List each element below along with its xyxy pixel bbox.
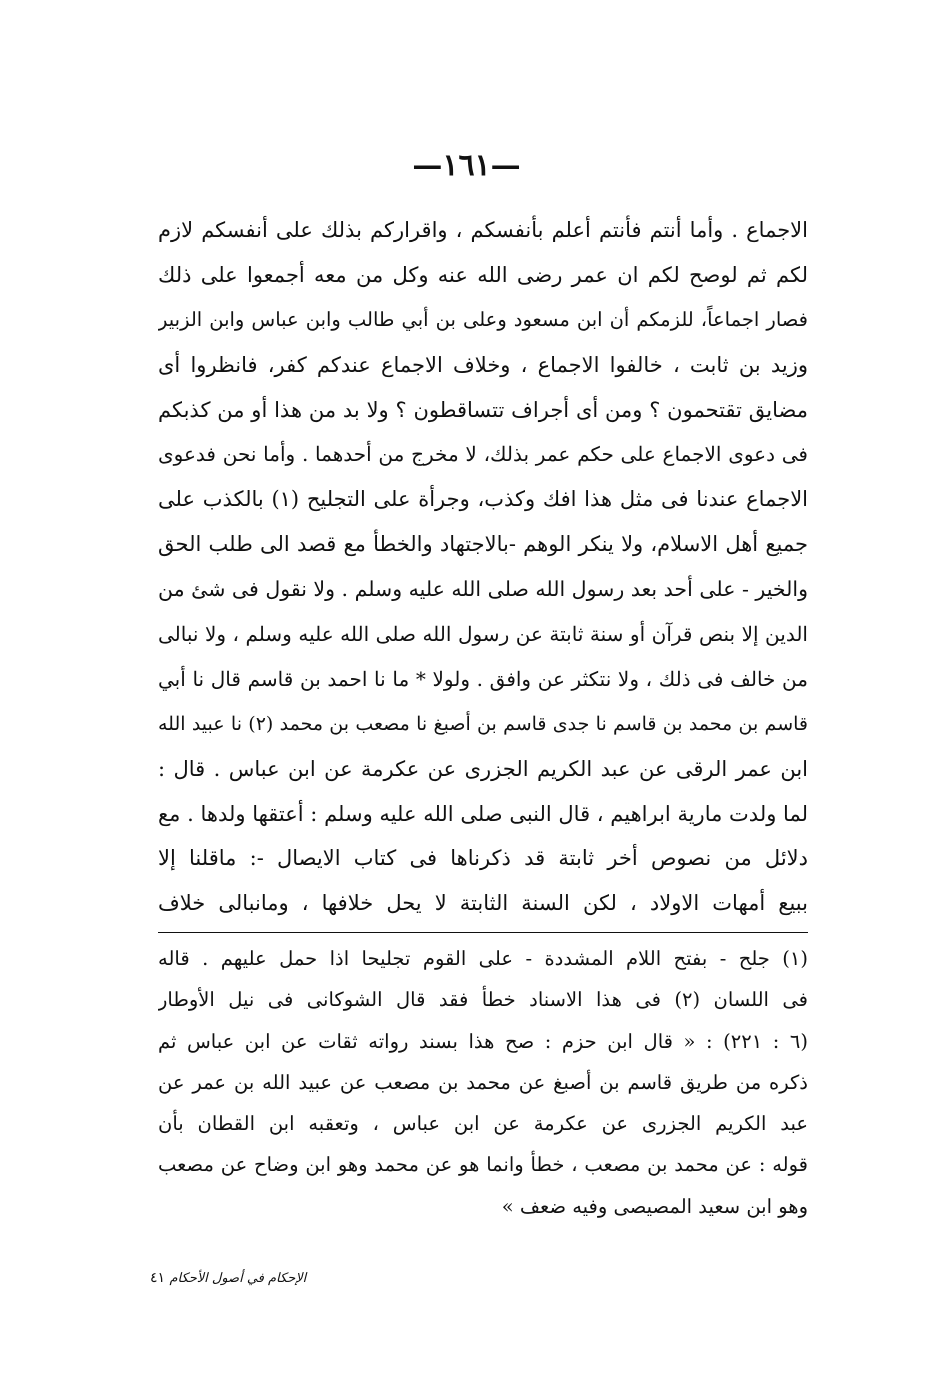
footnote-line: (٦ : ٢٢١) : « قال ابن حزم : صح هذا بسند رواته ثقات عن ابن عباس ثم [158,1029,808,1053]
body-line: ابن عمر الرقى عن عبد الكريم الجزرى عن عكرمة عن ابن عباس . قال : [158,756,808,781]
footnote-line: وهو ابن سعيد المصيصى وفيه ضعف » [501,1194,808,1218]
footnote-divider [158,932,808,933]
footnote-line: فى اللسان (٢) فى هذا الاسناد خطأ فقد قال الشوكانى فى نيل الأوطار [158,988,808,1012]
body-line: والخير - على أحد بعد رسول الله صلى الله عليه وسلم . ولا نقول فى شئ من [158,577,808,602]
footnote-line: قوله : عن محمد بن مصعب ، خطأ وانما هو عن محمد وهو ابن وضاح عن مصعب [158,1153,808,1177]
signature-title: الإحكام في أصول الأحكام [169,1271,307,1286]
body-line: ببيع أمهات الاولاد ، لكن السنة الثابتة لا يحل خلافها ، ومانبالى خلاف [158,891,808,916]
signature-number: ٤١ [150,1270,166,1286]
footnote-line: (١) جلح - بفتح اللام المشددة - على القوم تجليحا اذا حمل عليهم . قاله [158,947,808,970]
body-line: فصار اجماعاً، للزمكم أن ابن مسعود وعلى بن أبي طالب وابن عباس وابن الزبير [158,307,808,331]
main-text [158,208,808,926]
body-line: مضايق تقتحمون ؟ ومن أى أجراف تتساقطون ؟ ولا بد من هذا أو من كذبكم [158,397,808,422]
footnotes [158,938,808,1227]
body-line: الدين إلا بنص قرآن أو سنة ثابتة عن رسول الله صلى الله عليه وسلم ، ولا نبالى [158,622,808,647]
body-line: لما ولدت مارية ابراهيم ، قال النبى صلى الله عليه وسلم : أعتقها ولدها . مع [158,801,808,826]
body-line: لكم ثم لوصح لكم ان عمر رضى الله عنه وكل من معه أجمعوا على ذلك [158,262,808,287]
footnote-line: ذكره من طريق قاسم بن أصبغ عن محمد بن مصعب عن عبيد الله بن عمر عن [158,1070,808,1094]
page-number: —١٦١— [412,148,521,183]
body-line: جميع أهل الاسلام، ولا ينكر الوهم -بالاجتهاد والخطأ مع قصد الى طلب الحق [158,532,808,557]
footnote-line: عبد الكريم الجزرى عن عكرمة عن ابن عباس ، وتعقبه ابن القطان بأن [158,1112,808,1136]
body-line: فى دعوى الاجماع على حكم عمر بذلك، لا مخرج من أحدهما . وأما نحن فدعوى [158,442,808,467]
printer-signature [150,1270,306,1286]
body-line: من خالف فى ذلك ، ولا نتكثر عن وافق . ولولا * ما نا احمد بن قاسم قال نا أبي [158,666,808,691]
body-line: دلائل من نصوص أخر ثابتة قد ذكرناها فى كتاب الايصال -: ماقلنا إلا [158,846,808,871]
body-line: الاجماع . وأما أنتم فأنتم أعلم بأنفسكم ، واقراركم بذلك على أنفسكم لازم [158,218,808,242]
body-line: قاسم بن محمد بن قاسم نا جدى قاسم بن أصبغ نا مصعب بن محمد (٢) نا عبيد الله [158,712,808,735]
body-line: وزيد بن ثابت ، خالفوا الاجماع ، وخلاف الاجماع عندكم كفر، فانظروا أى [158,352,808,377]
body-line: الاجماع عندنا فى مثل هذا افك وكذب، وجرأة على التجليح (١) بالكذب على [158,487,808,512]
